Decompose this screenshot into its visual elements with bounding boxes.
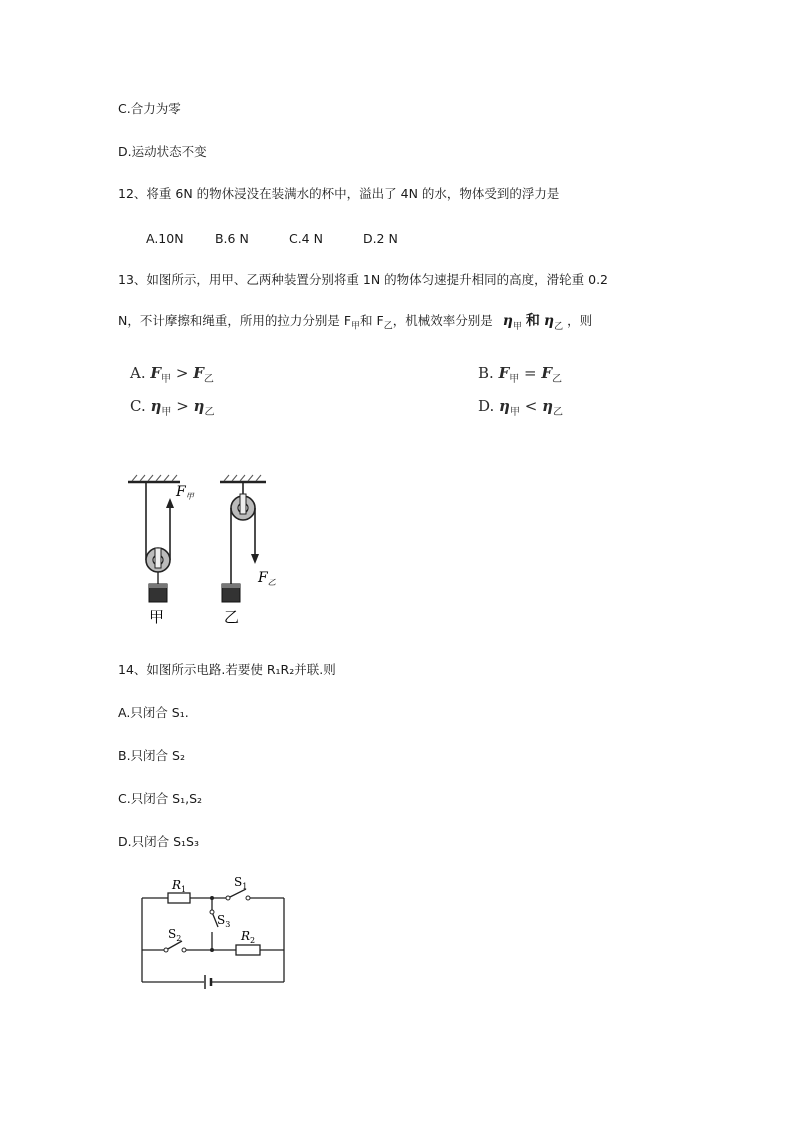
q11-option-c: C.合力为零: [118, 101, 181, 116]
resistor-r2: [236, 945, 260, 955]
q13-stem-line1: 13、如图所示，用甲、乙两种装置分别将重 1N 的物体匀速提升相同的高度，滑轮重 0.2: [118, 272, 609, 287]
battery: [205, 975, 211, 989]
force-arrow-jia: [166, 498, 174, 508]
q13-stem-text-d: ，则: [567, 313, 593, 328]
label-yi: 乙: [224, 608, 240, 626]
force-arrow-yi: [251, 554, 259, 564]
q13-option-d: D. $\eta_甲 < \eta_乙$: [478, 397, 563, 418]
circuit-diagram: [128, 872, 298, 997]
q13-eta-yi: $\eta_乙$: [543, 313, 564, 332]
q13-eta-jia: $\eta_甲$: [502, 313, 522, 332]
q14-option-b: B.只闭合 S₂: [118, 748, 185, 763]
q14-option-c: C.只闭合 S₁,S₂: [118, 791, 203, 806]
q12-stem: 12、将重 6N 的物休浸没在装满水的杯中，溢出了 4N 的水，物体受到的浮力是: [118, 186, 560, 201]
q12-option-c: C.4 N: [288, 231, 323, 246]
label-s3: $S_3$: [217, 913, 231, 929]
label-r1: $R_1$: [172, 878, 187, 894]
q14-stem: 14、如图所示电路.若要使 R₁R₂并联.则: [118, 662, 336, 677]
pulley-system-jia: [146, 482, 174, 602]
q12-option-d: D.2 N: [362, 231, 398, 246]
ceiling-yi: [220, 475, 266, 482]
q14-option-d: D.只闭合 S₁S₃: [118, 834, 199, 849]
q13-option-b: B. $F_甲 = F_乙$: [478, 364, 563, 385]
ceiling-jia: [128, 475, 180, 482]
label-s2: $S_2$: [168, 927, 182, 943]
q12-options: [146, 231, 398, 247]
q14-option-a: A.只闭合 S₁.: [118, 705, 189, 720]
q13-stem-text-b: 和 F: [360, 313, 384, 328]
force-label-jia: $F_甲$: [176, 484, 194, 501]
force-label-yi: $F_乙$: [258, 570, 276, 587]
q13-jia-sub: 甲: [351, 321, 361, 332]
q13-stem-text-c: ，机械效率分别是: [392, 313, 493, 328]
q13-yi-sub: 乙: [383, 321, 393, 332]
q12-option-b: B.6 N: [214, 231, 249, 246]
q13-option-c: C. $\eta_甲 > \eta_乙$: [130, 397, 215, 418]
resistor-r1: [168, 893, 190, 903]
q13-eta-expression: [502, 313, 567, 332]
pulley-system-yi: [222, 482, 259, 602]
q12-option-a: A.10N: [146, 231, 184, 246]
label-s1: $S_1$: [234, 875, 248, 891]
q13-he: 和: [525, 313, 540, 329]
q13-stem-text-a: N，不计摩擦和绳重，所用的拉力分别是 F: [118, 313, 352, 328]
q13-stem-line2: [118, 313, 592, 335]
pulley-figure: [118, 460, 298, 630]
label-jia: 甲: [149, 608, 165, 626]
q11-option-d: D.运动状态不变: [118, 144, 207, 159]
q13-option-a: A. $F_甲 > F_乙$: [130, 364, 214, 385]
label-r2: $R_2$: [241, 929, 256, 945]
